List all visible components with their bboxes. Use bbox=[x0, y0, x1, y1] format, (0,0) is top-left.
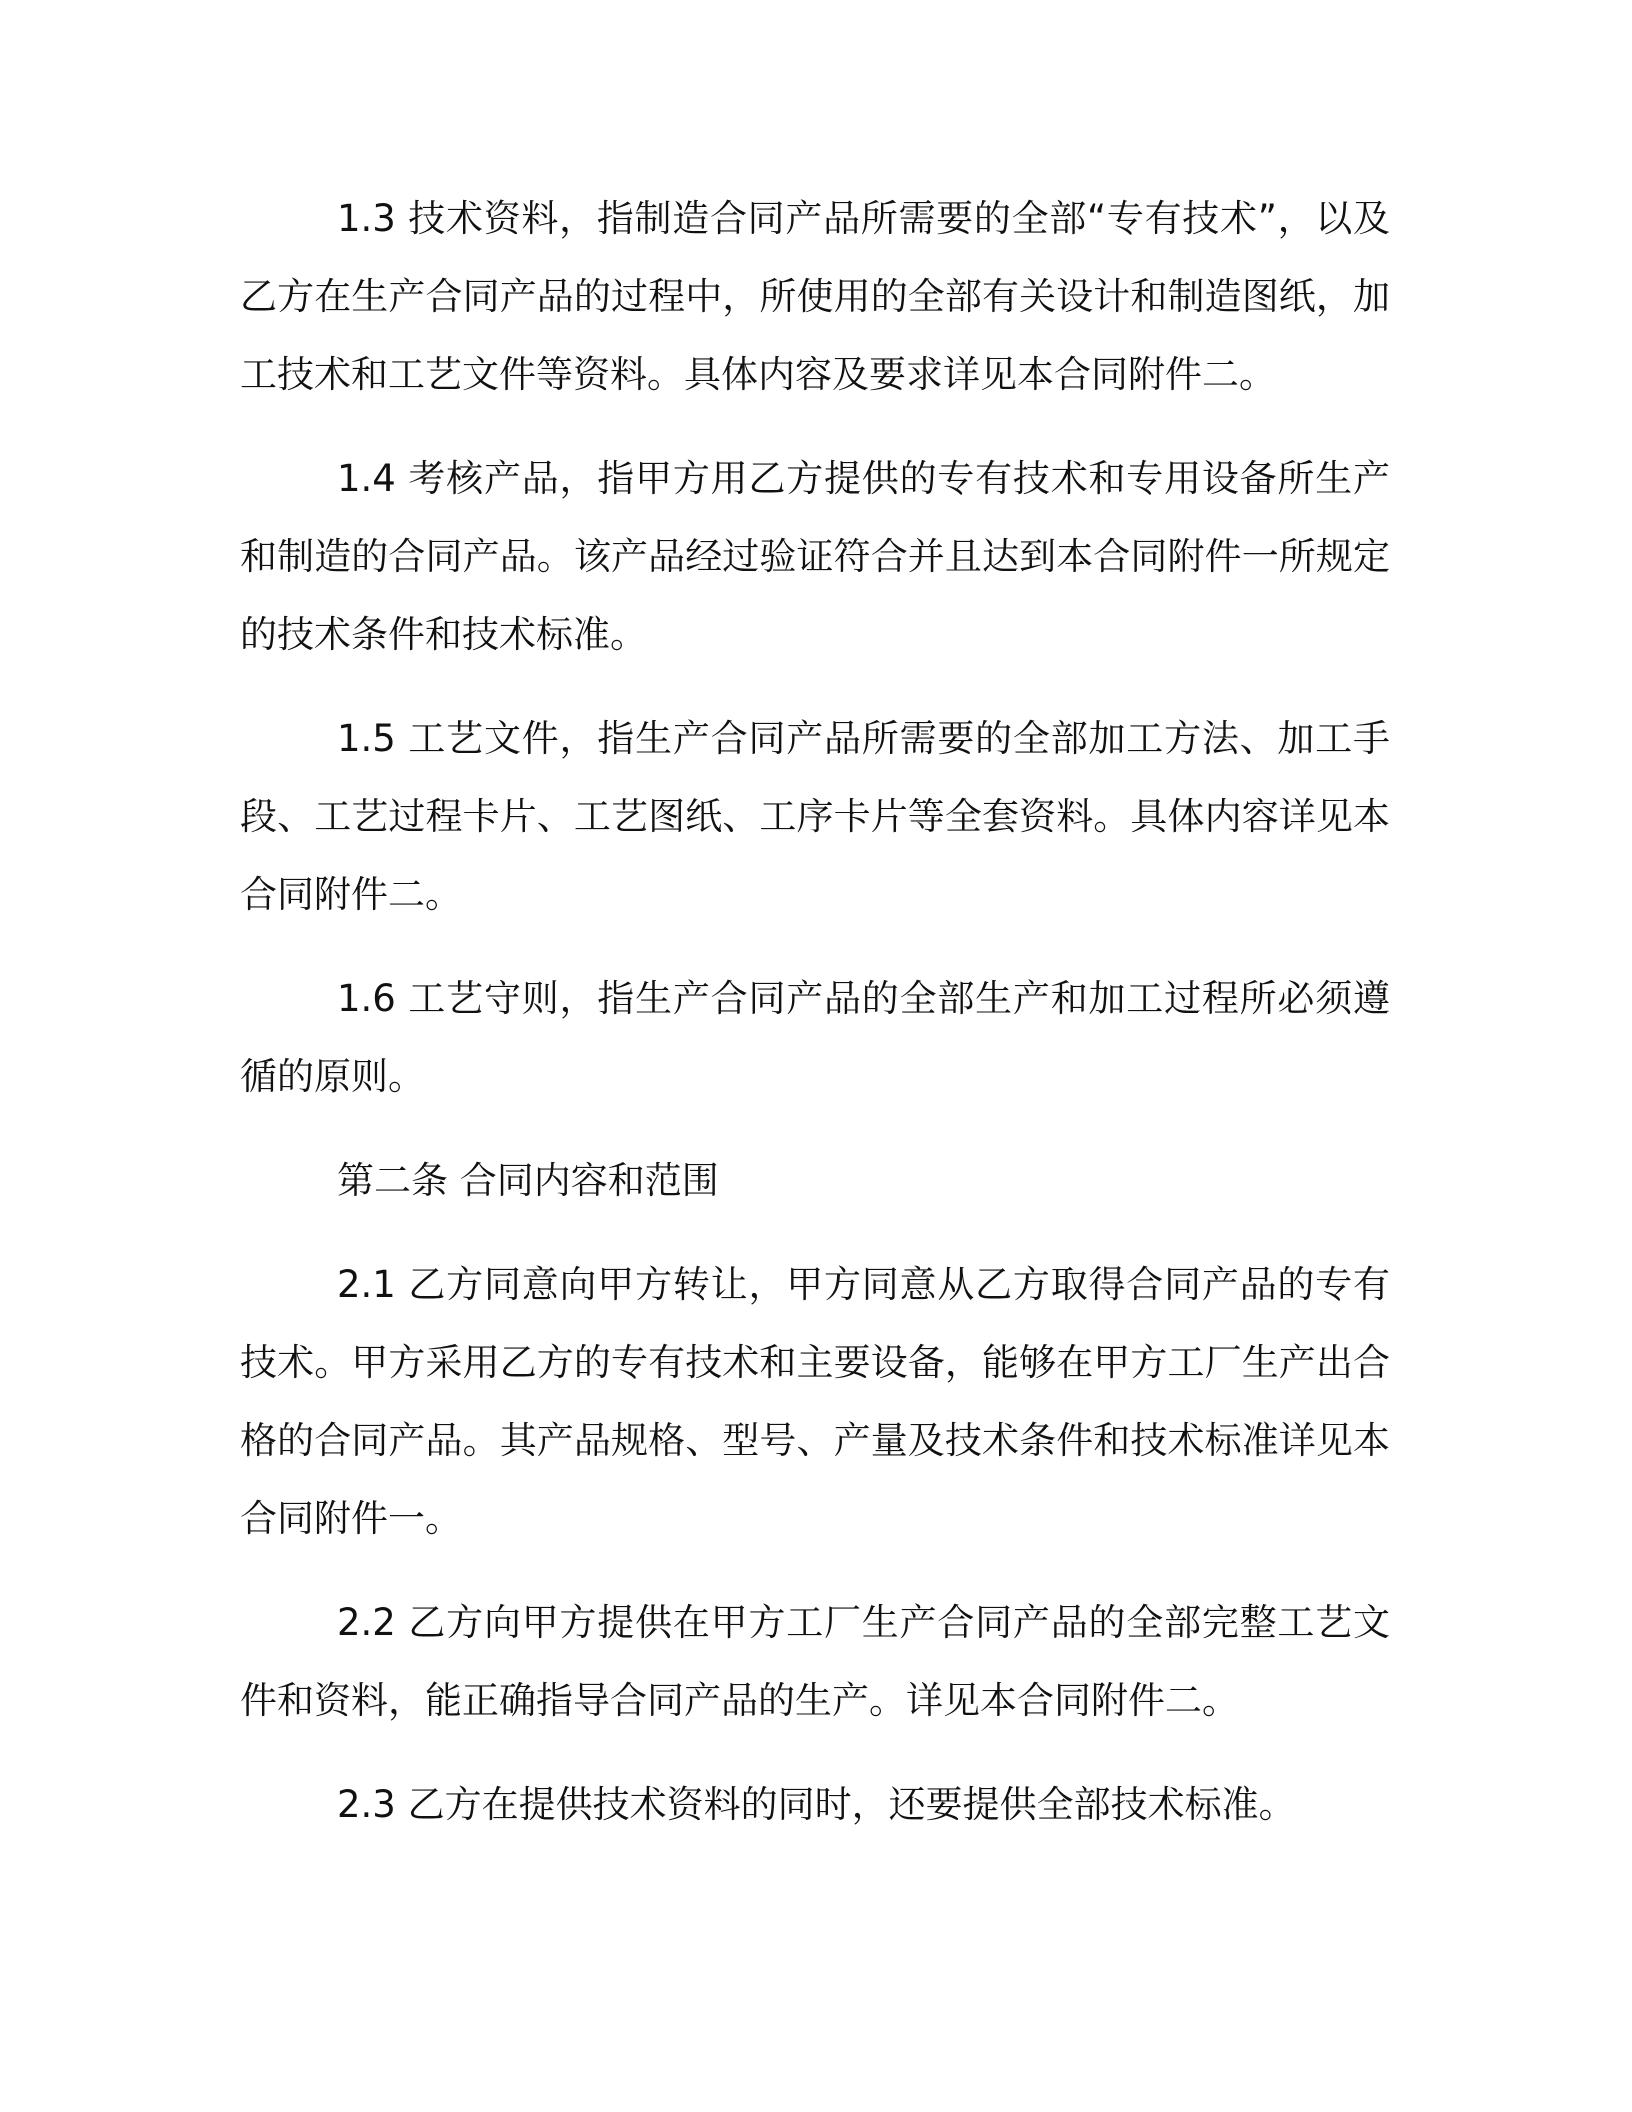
clause-1-5: 1.5 工艺文件，指生产合同产品所需要的全部加工方法、加工手段、工艺过程卡片、工艺图纸、工序卡片等全套资料。具体内容详见本合同附件二。 bbox=[240, 717, 1390, 916]
clause-1-6: 1.6 工艺守则，指生产合同产品的全部生产和加工过程所必须遵循的原则。 bbox=[240, 977, 1390, 1098]
clause-2-2: 2.2 乙方向甲方提供在甲方工厂生产合同产品的全部完整工艺文件和资料，能正确指导合同产品的生产。详见本合同附件二。 bbox=[240, 1601, 1390, 1722]
document-body bbox=[240, 180, 1390, 1870]
clause-1-3: 1.3 技术资料，指制造合同产品所需要的全部“专有技术”，以及乙方在生产合同产品的过程中，所使用的全部有关设计和制造图纸，加工技术和工艺文件等资料。具体内容及要求详见本合同附件二。 bbox=[240, 197, 1390, 396]
article-2-heading: 第二条 合同内容和范围 bbox=[337, 1159, 719, 1202]
clause-1-4: 1.4 考核产品，指甲方用乙方提供的专有技术和专用设备所生产和制造的合同产品。该产品经过验证符合并且达到本合同附件一所规定的技术条件和技术标准。 bbox=[240, 457, 1390, 656]
clause-2-1: 2.1 乙方同意向甲方转让，甲方同意从乙方取得合同产品的专有技术。甲方采用乙方的专有技术和主要设备，能够在甲方工厂生产出合格的合同产品。其产品规格、型号、产量及技术条件和技术标准详见本合同附件一。 bbox=[240, 1263, 1390, 1540]
clause-2-3: 2.3 乙方在提供技术资料的同时，还要提供全部技术标准。 bbox=[337, 1783, 1296, 1826]
